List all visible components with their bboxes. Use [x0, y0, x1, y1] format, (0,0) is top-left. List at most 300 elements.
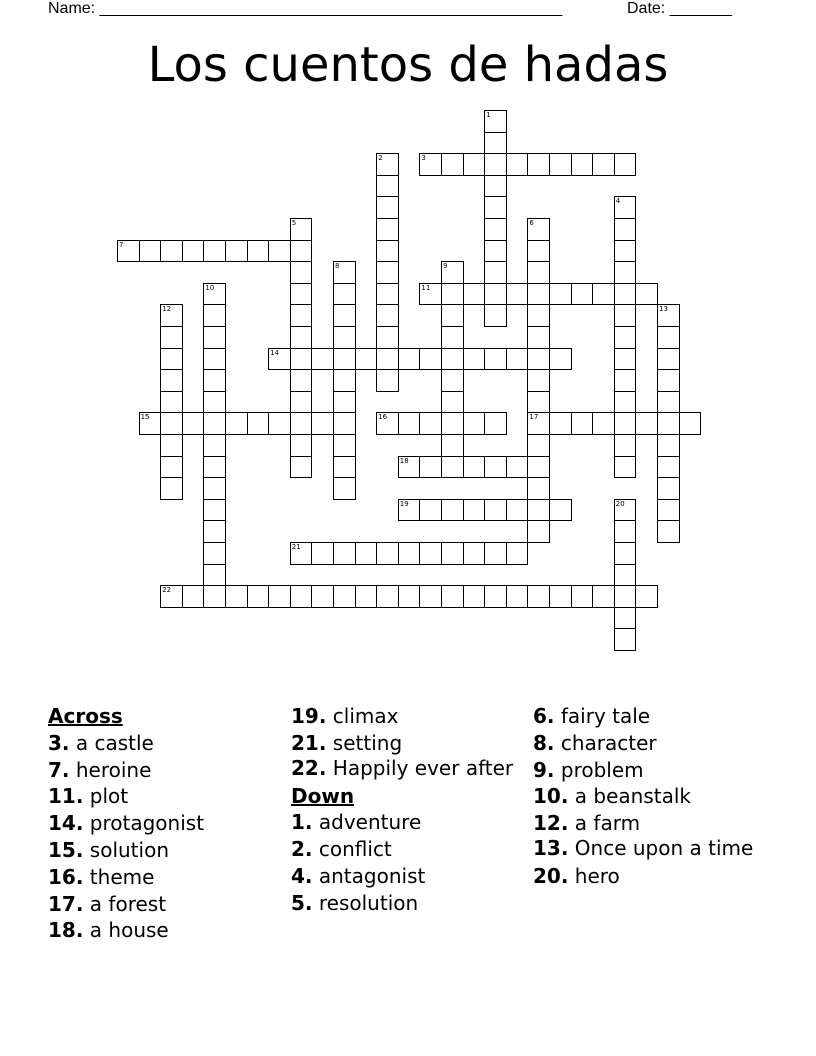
crossword-cell[interactable] [311, 542, 334, 565]
crossword-cell[interactable] [333, 434, 356, 457]
crossword-cell[interactable] [290, 304, 313, 327]
crossword-cell[interactable] [398, 456, 421, 479]
crossword-cell[interactable] [506, 348, 529, 371]
crossword-cell[interactable] [549, 499, 572, 522]
crossword-cell[interactable] [614, 369, 637, 392]
clue-text: problem [560, 757, 644, 782]
crossword-cell[interactable] [160, 348, 183, 371]
clue-text: conflict [318, 837, 392, 862]
clue-text: solution [89, 837, 169, 862]
crossword-cell[interactable] [463, 542, 486, 565]
crossword-cell[interactable] [419, 348, 442, 371]
clue-down [291, 809, 521, 836]
crossword-cell[interactable] [484, 304, 507, 327]
crossword-cell[interactable] [657, 520, 680, 543]
clue-number: 10. [533, 784, 569, 809]
crossword-cell[interactable] [160, 304, 183, 327]
clue-text: protagonist [89, 811, 205, 836]
crossword-cell[interactable] [527, 369, 550, 392]
clue-text: heroine [75, 757, 152, 782]
crossword-cell[interactable] [333, 585, 356, 608]
clue-number-label: 19 [399, 499, 409, 508]
crossword-cell[interactable] [484, 153, 507, 176]
clue-number-label: 11 [421, 283, 431, 292]
crossword-cell[interactable] [679, 412, 702, 435]
crossword-cell[interactable] [139, 240, 162, 263]
crossword-cell[interactable] [290, 585, 313, 608]
crossword-cell[interactable] [333, 348, 356, 371]
crossword-cell[interactable] [463, 348, 486, 371]
crossword-cell[interactable] [203, 326, 226, 349]
crossword-cell[interactable] [160, 585, 183, 608]
crossword-cell[interactable] [549, 153, 572, 176]
crossword-cell[interactable] [614, 520, 637, 543]
crossword-cell[interactable] [398, 348, 421, 371]
crossword-cell[interactable] [571, 412, 594, 435]
clue-number: 9. [533, 757, 555, 782]
clue-across [291, 757, 521, 779]
clue-number-label: 16 [378, 413, 388, 422]
crossword-cell[interactable] [290, 218, 313, 241]
clue-number-label: 2 [378, 154, 383, 163]
crossword-cell[interactable] [441, 153, 464, 176]
crossword-cell[interactable] [268, 412, 291, 435]
crossword-cell[interactable] [290, 391, 313, 414]
clue-number: 8. [533, 730, 555, 755]
crossword-cell[interactable] [527, 326, 550, 349]
crossword-cell[interactable] [419, 283, 442, 306]
crossword-cell[interactable] [441, 283, 464, 306]
crossword-cell[interactable] [614, 542, 637, 565]
clue-number-label: 15 [140, 413, 150, 422]
crossword-cell[interactable] [355, 348, 378, 371]
clue-number: 22. [291, 755, 327, 780]
clue-down [533, 837, 763, 859]
clue-number: 11. [48, 784, 84, 809]
crossword-cell[interactable] [333, 477, 356, 500]
clue-number: 4. [291, 863, 313, 888]
crossword-cell[interactable] [635, 283, 658, 306]
crossword-cell[interactable] [571, 153, 594, 176]
crossword-cell[interactable] [290, 412, 313, 435]
crossword-cell[interactable] [376, 218, 399, 241]
crossword-cell[interactable] [139, 412, 162, 435]
crossword-cell[interactable] [484, 283, 507, 306]
crossword-cell[interactable] [441, 261, 464, 284]
clue-number-label: 8 [335, 262, 340, 271]
clue-text: adventure [318, 810, 422, 835]
clue-number: 7. [48, 757, 70, 782]
clue-number-label: 7 [119, 240, 124, 249]
crossword-cell[interactable] [657, 369, 680, 392]
crossword-cell[interactable] [635, 412, 658, 435]
crossword-cell[interactable] [203, 477, 226, 500]
clue-number-label: 3 [421, 154, 426, 163]
crossword-cell[interactable] [527, 477, 550, 500]
crossword-cell[interactable] [182, 585, 205, 608]
clue-down [291, 863, 521, 890]
crossword-cell[interactable] [203, 304, 226, 327]
crossword-cell[interactable] [614, 499, 637, 522]
crossword-cell[interactable] [484, 196, 507, 219]
crossword-cell[interactable] [441, 348, 464, 371]
crossword-cell[interactable] [484, 110, 507, 133]
crossword-cell[interactable] [614, 261, 637, 284]
crossword-cell[interactable] [484, 542, 507, 565]
crossword-cell[interactable] [614, 412, 637, 435]
crossword-cell[interactable] [527, 456, 550, 479]
clue-across [48, 783, 278, 810]
crossword-cell[interactable] [571, 585, 594, 608]
crossword-cell[interactable] [290, 434, 313, 457]
crossword-cell[interactable] [160, 456, 183, 479]
crossword-cell[interactable] [333, 326, 356, 349]
crossword-cell[interactable] [376, 326, 399, 349]
clue-text: a house [89, 918, 169, 943]
clue-number-label: 6 [529, 219, 534, 227]
crossword-cell[interactable] [549, 283, 572, 306]
crossword-cell[interactable] [527, 240, 550, 263]
crossword-cell[interactable] [484, 585, 507, 608]
crossword-cell[interactable] [290, 283, 313, 306]
clue-number: 15. [48, 837, 84, 862]
clue-number: 12. [533, 811, 569, 836]
crossword-cell[interactable] [333, 456, 356, 479]
crossword-cell[interactable] [247, 412, 270, 435]
crossword-cell[interactable] [527, 391, 550, 414]
crossword-cell[interactable] [614, 304, 637, 327]
clue-number-label: 14 [270, 348, 280, 357]
crossword-cell[interactable] [484, 175, 507, 198]
crossword-cell[interactable] [182, 412, 205, 435]
clue-down [533, 863, 763, 890]
clue-text: plot [89, 784, 129, 809]
crossword-cell[interactable] [376, 175, 399, 198]
crossword-cell[interactable] [355, 585, 378, 608]
crossword-cell[interactable] [225, 585, 248, 608]
clue-text: antagonist [318, 863, 426, 888]
crossword-cell[interactable] [657, 412, 680, 435]
crossword-cell[interactable] [203, 412, 226, 435]
crossword-cell[interactable] [376, 348, 399, 371]
crossword-cell[interactable] [441, 304, 464, 327]
crossword-cell[interactable] [592, 153, 615, 176]
crossword-cell[interactable] [203, 499, 226, 522]
clue-text: character [560, 730, 657, 755]
crossword-cell[interactable] [657, 499, 680, 522]
crossword-cell[interactable] [463, 585, 486, 608]
crossword-cell[interactable] [225, 240, 248, 263]
crossword-cell[interactable] [527, 304, 550, 327]
crossword-cell[interactable] [441, 326, 464, 349]
crossword-cell[interactable] [203, 542, 226, 565]
clue-number: 2. [291, 837, 313, 862]
crossword-cell[interactable] [635, 585, 658, 608]
crossword-cell[interactable] [484, 412, 507, 435]
crossword-cell[interactable] [441, 369, 464, 392]
crossword-cell[interactable] [614, 348, 637, 371]
crossword-cell[interactable] [506, 542, 529, 565]
crossword-cell[interactable] [160, 391, 183, 414]
crossword-cell[interactable] [441, 391, 464, 414]
crossword-cell[interactable] [592, 283, 615, 306]
crossword-cell[interactable] [506, 153, 529, 176]
crossword-cell[interactable] [419, 499, 442, 522]
crossword-cell[interactable] [592, 412, 615, 435]
clue-text: a forest [89, 891, 167, 916]
crossword-cell[interactable] [657, 304, 680, 327]
crossword-cell[interactable] [225, 412, 248, 435]
clue-number-label: 21 [291, 543, 301, 551]
crossword-cell[interactable] [203, 391, 226, 414]
clue-number-label: 4 [615, 197, 621, 206]
clue-text: Happily ever after [332, 755, 514, 780]
crossword-cell[interactable] [614, 240, 637, 263]
crossword-cell[interactable] [160, 326, 183, 349]
clue-across [48, 891, 278, 918]
crossword-cell[interactable] [419, 412, 442, 435]
clue-across [48, 810, 278, 837]
crossword-cell[interactable] [657, 477, 680, 500]
clue-number: 16. [48, 864, 84, 889]
clue-across [291, 703, 521, 730]
crossword-cell[interactable] [614, 283, 637, 306]
crossword-cell[interactable] [333, 304, 356, 327]
crossword-cell[interactable] [376, 196, 399, 219]
clue-down [533, 730, 763, 757]
crossword-cell[interactable] [484, 348, 507, 371]
clue-across [48, 757, 278, 784]
crossword-cell[interactable] [463, 283, 486, 306]
crossword-cell[interactable] [376, 283, 399, 306]
clue-down [533, 757, 763, 784]
clue-text: theme [89, 864, 155, 889]
crossword-cell[interactable] [203, 520, 226, 543]
clue-text: a farm [574, 811, 641, 836]
crossword-cell[interactable] [247, 585, 270, 608]
crossword-cell[interactable] [268, 348, 291, 371]
crossword-cell[interactable] [441, 585, 464, 608]
crossword-cell[interactable] [203, 456, 226, 479]
crossword-cell[interactable] [160, 240, 183, 263]
crossword-cell[interactable] [506, 283, 529, 306]
crossword-cell[interactable] [398, 585, 421, 608]
crossword-cell[interactable] [484, 499, 507, 522]
crossword-cell[interactable] [376, 369, 399, 392]
clue-text: a castle [75, 730, 154, 755]
crossword-cell[interactable] [333, 412, 356, 435]
crossword-cell[interactable] [527, 153, 550, 176]
clue-number-label: 13 [659, 305, 668, 314]
page-title: Los cuentos de hadas [147, 37, 669, 93]
crossword-cell[interactable] [463, 412, 486, 435]
crossword-cell[interactable] [160, 434, 183, 457]
crossword-cell[interactable] [203, 369, 226, 392]
crossword-cell[interactable] [614, 391, 637, 414]
clue-text: a beanstalk [574, 784, 691, 809]
crossword-cell[interactable] [614, 326, 637, 349]
clue-across [48, 917, 278, 944]
crossword-cell[interactable] [290, 348, 313, 371]
clue-column-3 [533, 703, 763, 890]
crossword-cell[interactable] [182, 240, 205, 263]
crossword-cell[interactable] [203, 585, 226, 608]
clue-across [48, 837, 278, 864]
crossword-cell[interactable] [376, 585, 399, 608]
crossword-cell[interactable] [506, 456, 529, 479]
crossword-cell[interactable] [614, 628, 637, 651]
crossword-cell[interactable] [311, 585, 334, 608]
clue-number-label: 12 [162, 305, 172, 314]
crossword-cell[interactable] [614, 153, 637, 176]
clue-number: 18. [48, 918, 84, 943]
clue-across [291, 730, 521, 757]
crossword-cell[interactable] [527, 434, 550, 457]
clue-down [533, 810, 763, 837]
crossword-cell[interactable] [614, 196, 637, 219]
crossword-cell[interactable] [484, 218, 507, 241]
crossword-cell[interactable] [527, 261, 550, 284]
crossword-cell[interactable] [290, 369, 313, 392]
crossword-cell[interactable] [203, 348, 226, 371]
crossword-cell[interactable] [117, 240, 140, 263]
crossword-cell[interactable] [203, 434, 226, 457]
crossword-cell[interactable] [268, 585, 291, 608]
crossword-cell[interactable] [614, 585, 637, 608]
clue-number: 17. [48, 891, 84, 916]
crossword-cell[interactable] [527, 585, 550, 608]
crossword-cell[interactable] [571, 283, 594, 306]
crossword-cell[interactable] [247, 240, 270, 263]
crossword-cell[interactable] [549, 412, 572, 435]
crossword-cell[interactable] [549, 348, 572, 371]
clue-down [291, 836, 521, 863]
clue-text: resolution [318, 890, 419, 915]
crossword-cell[interactable] [376, 153, 399, 176]
crossword-cell[interactable] [311, 412, 334, 435]
clue-down [291, 890, 521, 917]
crossword-cell[interactable] [333, 369, 356, 392]
clue-number-label: 1 [486, 111, 491, 119]
crossword-cell[interactable] [311, 348, 334, 371]
crossword-cell[interactable] [203, 240, 226, 263]
crossword-cell[interactable] [290, 326, 313, 349]
crossword-cell[interactable] [527, 499, 550, 522]
crossword-cell[interactable] [290, 261, 313, 284]
crossword-cell[interactable] [614, 218, 637, 241]
crossword-cell[interactable] [441, 434, 464, 457]
crossword-cell[interactable] [419, 153, 442, 176]
clue-number: 1. [291, 810, 313, 835]
crossword-cell[interactable] [355, 542, 378, 565]
crossword-cell[interactable] [376, 304, 399, 327]
crossword-cell[interactable] [419, 542, 442, 565]
crossword-cell[interactable] [657, 456, 680, 479]
clue-text: fairy tale [560, 704, 651, 728]
crossword-cell[interactable] [398, 542, 421, 565]
crossword-cell[interactable] [484, 132, 507, 155]
crossword-cell[interactable] [657, 434, 680, 457]
crossword-cell[interactable] [614, 434, 637, 457]
crossword-cell[interactable] [290, 456, 313, 479]
crossword-cell[interactable] [657, 348, 680, 371]
crossword-cell[interactable] [160, 369, 183, 392]
crossword-cell[interactable] [614, 456, 637, 479]
clue-number-label: 10 [205, 283, 215, 292]
crossword-cell[interactable] [203, 283, 226, 306]
clue-column-1 [48, 703, 278, 944]
crossword-cell[interactable] [484, 456, 507, 479]
crossword-cell[interactable] [160, 477, 183, 500]
crossword-cell[interactable] [441, 542, 464, 565]
crossword-cell[interactable] [506, 585, 529, 608]
crossword-cell[interactable] [527, 283, 550, 306]
clue-number: 13. [533, 835, 569, 860]
crossword-cell[interactable] [333, 542, 356, 565]
crossword-cell[interactable] [527, 520, 550, 543]
crossword-cell[interactable] [463, 499, 486, 522]
clue-across [48, 730, 278, 757]
clue-down [533, 783, 763, 810]
crossword-cell[interactable] [398, 499, 421, 522]
clue-column-2 [291, 703, 521, 917]
crossword-cell[interactable] [268, 240, 291, 263]
crossword-cell[interactable] [657, 326, 680, 349]
crossword-cell[interactable] [506, 499, 529, 522]
crossword-cell[interactable] [463, 153, 486, 176]
crossword-cell[interactable] [614, 607, 637, 630]
clue-number: 21. [291, 730, 327, 755]
crossword-cell[interactable] [527, 348, 550, 371]
crossword-cell[interactable] [549, 585, 572, 608]
crossword-cell[interactable] [203, 564, 226, 587]
clue-number: 20. [533, 863, 569, 888]
crossword-cell[interactable] [441, 499, 464, 522]
crossword-cell[interactable] [441, 412, 464, 435]
name-field-label: Name: ____________________________________________________ [48, 0, 563, 17]
crossword-cell[interactable] [419, 585, 442, 608]
crossword-cell[interactable] [484, 261, 507, 284]
crossword-cell[interactable] [376, 412, 399, 435]
crossword-cell[interactable] [290, 542, 313, 565]
across-heading: Across [48, 704, 123, 728]
crossword-cell[interactable] [376, 542, 399, 565]
crossword-cell[interactable] [441, 456, 464, 479]
crossword-cell[interactable] [657, 391, 680, 414]
down-heading: Down [291, 783, 355, 808]
crossword-cell[interactable] [160, 412, 183, 435]
crossword-cell[interactable] [527, 218, 550, 241]
crossword-cell[interactable] [592, 585, 615, 608]
crossword-cell[interactable] [527, 412, 550, 435]
clue-number-label: 18 [399, 456, 409, 465]
clue-number-label: 17 [529, 413, 539, 422]
crossword-cell[interactable] [376, 261, 399, 284]
clue-number: 3. [48, 730, 70, 755]
crossword-cell[interactable] [463, 456, 486, 479]
crossword-cell[interactable] [398, 412, 421, 435]
crossword-cell[interactable] [419, 456, 442, 479]
crossword-cell[interactable] [484, 240, 507, 263]
clue-text: Once upon a time [574, 835, 754, 860]
crossword-cell[interactable] [333, 283, 356, 306]
clue-down [533, 703, 763, 730]
crossword-cell[interactable] [376, 240, 399, 263]
crossword-cell[interactable] [333, 261, 356, 284]
crossword-cell[interactable] [290, 240, 313, 263]
crossword-cell[interactable] [614, 564, 637, 587]
crossword-cell[interactable] [333, 391, 356, 414]
